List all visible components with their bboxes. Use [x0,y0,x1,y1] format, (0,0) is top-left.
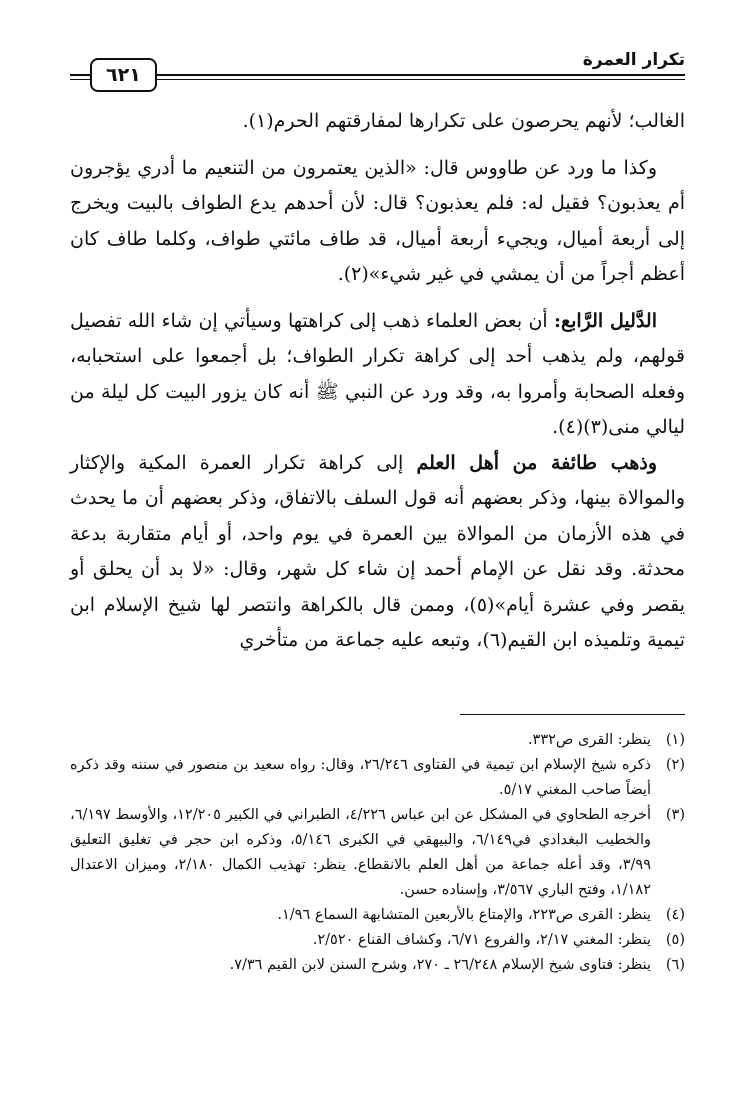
footnote [70,953,685,978]
footnote-text: ينظر: المغني ٢/١٧، والفروع ٦/٧١، وكشاف القناع ٢/٥٢٠. [312,932,651,948]
paragraph-3-lead: الدَّليل الرَّابع: [553,309,657,332]
paragraph-4-text: إلى كراهة تكرار العمرة المكية والإكثار والموالاة بينها، وذكر بعضهم أنه قول السلف بالاتفاق، وذكر بعضهم أن ما يحدث في هذه الأزمان من الموالاة بين العمرة في يوم واحد، أو أيام متقاربة بدعة محدثة. وقد نقل عن الإمام أحمد إن شاء كل شهر، وقال: «لا بد أن يحلق أو يقصر وفي عشرة أيام»(٥)، وممن قال بالكراهة وانتصر لها شيخ الإسلام ابن تيمية وتلميذه ابن القيم(٦)، وتبعه عليه جماعة من متأخري [70,451,686,651]
footnote-text: ينظر: القرى ص٢٢٣، والإمتاع بالأربعين المتشابهة السماع ١/٩٦. [277,907,651,923]
paragraph-4 [70,446,685,659]
footnote [70,903,685,928]
page-header [70,46,685,92]
paragraph-3 [70,304,685,446]
footnote-text: أخرجه الطحاوي في المشكل عن ابن عباس ٤/٢٢٦، الطبراني في الكبير ١٢/٢٠٥، والأوسط ٦/١٩٧، والخطيب البغدادي في٦/١٤٩، والبيهقي في الكبرى ٥/١٤٦، وذكره ابن حجر في تغليق التعليق ٣/٩٩، وقد أعله جماعة من أهل العلم بالانقطاع. ينظر: تهذيب الكمال ٢/١٨٠، وميزان الاعتدال ١/١٨٢، وفتح الباري ٣/٥٦٧، وإسناده حسن. [70,807,651,898]
footnote-number: (٦) [665,957,685,973]
footnote [70,753,685,803]
page-number: ٦٢١ [90,58,157,92]
running-title: تكرار العمرة [582,50,685,70]
footnote-number: (٣) [665,807,685,823]
footnote [70,928,685,953]
paragraph-3-text: أن بعض العلماء ذهب إلى كراهتها وسيأتي إن شاء الله تفصيل قولهم، ولم يذهب أحد إلى كراهة تكرار الطواف؛ بل أجمعوا على استحبابه، وفعله الصحابة وأمروا به، وقد ورد عن النبي ﷺ أنه كان يزور البيت كل ليلة من ليالي منى(٣)(٤). [70,309,685,438]
footnote [70,803,685,903]
footnote-number: (٥) [665,932,685,948]
main-text [70,104,685,659]
footnote-divider [460,714,685,715]
footnote-number: (٤) [665,907,685,923]
footnote-text: ينظر: القرى ص٣٣٢. [527,732,651,748]
paragraph-2: وكذا ما ورد عن طاووس قال: «الذين يعتمرون من التنعيم ما أدري يؤجرون أم يعذبون؟ فقيل له: فلم يعذبون؟ قال: لأن أحدهم يدع الطواف بالبيت ويخرج إلى أربعة أميال، ويجيء أربعة أميال، قد طاف مائتي طواف، وكلما طاف كان أعظم أجراً من أن يمشي في غير شيء»(٢). [70,156,685,285]
footnote-text: ينظر: فتاوى شيخ الإسلام ٢٦/٢٤٨ ـ ٢٧٠، وشرح السنن لابن القيم ٧/٣٦. [229,957,651,973]
paragraph-4-lead: وذهب طائفة من أهل العلم [416,451,657,474]
footnote [70,728,685,753]
header-rule [70,74,685,80]
footnote-number: (١) [665,732,685,748]
footnote-text: ذكره شيخ الإسلام ابن تيمية في الفتاوى ٢٦/٢٤٦، وقال: رواه سعيد بن منصور في سننه وقد ذكره أيضاً صاحب المغني ٥/١٧. [70,757,651,798]
footnote-number: (٢) [665,757,685,773]
footnotes [70,728,685,978]
paragraph-1: الغالب؛ لأنهم يحرصون على تكرارها لمفارقتهم الحرم(١). [242,110,685,132]
